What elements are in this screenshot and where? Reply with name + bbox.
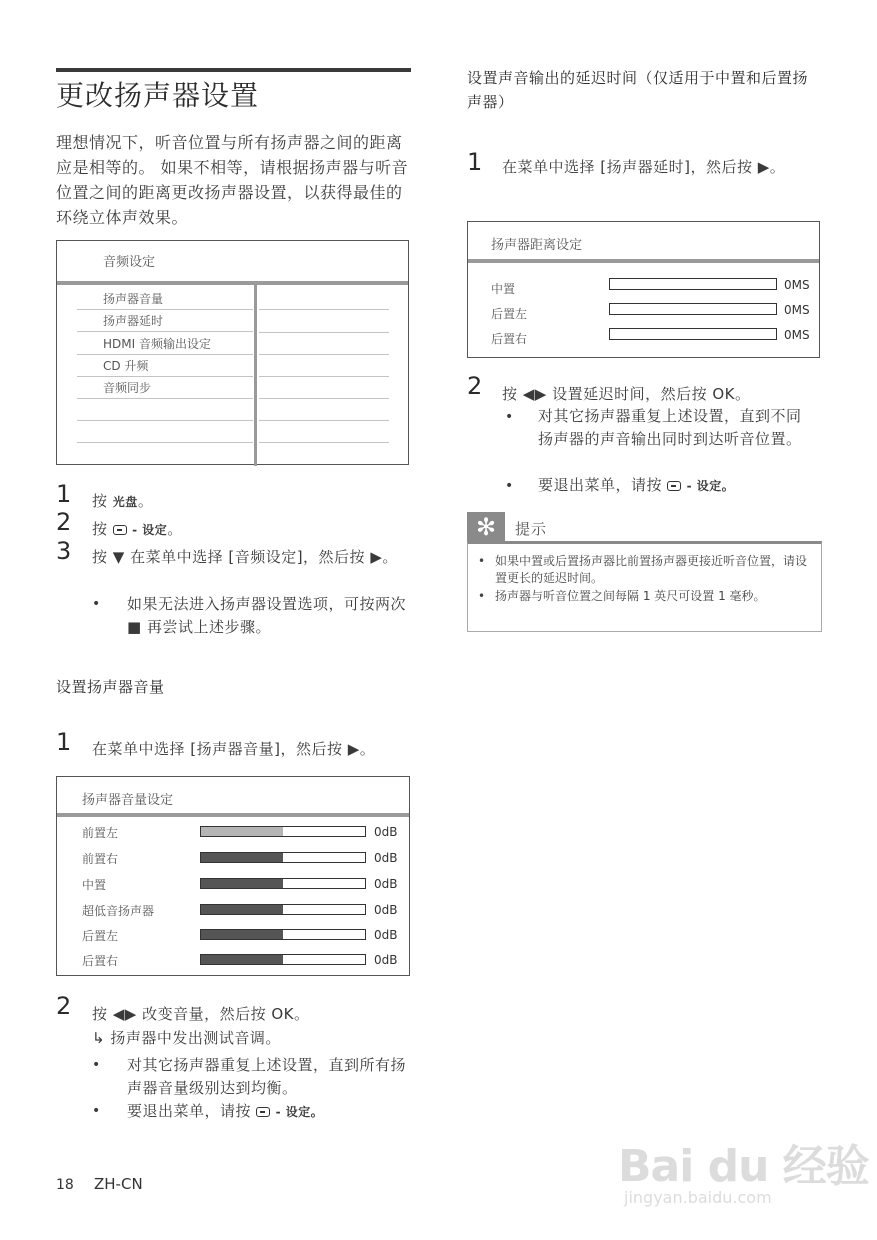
- step-1-text: 按 光盘。: [92, 492, 154, 510]
- bullet-dot: •: [505, 478, 514, 494]
- step-3-text: 按 ▼ 在菜单中选择 [音频设定]，然后按 ▶。: [92, 548, 398, 566]
- volume-level-bar[interactable]: [200, 929, 366, 940]
- volume-level-bar[interactable]: [200, 826, 366, 837]
- bullet-dot: •: [92, 1103, 101, 1119]
- volume-row-label: 中置: [82, 878, 107, 892]
- delay-bullet-1: 对其它扬声器重复上述设置，直到不同扬声器的声音输出同时到达听音位置。: [538, 407, 802, 448]
- volume-value: 0dB: [374, 953, 398, 967]
- menu-value-line: [259, 354, 389, 355]
- volume-value: 0dB: [374, 903, 398, 917]
- menu-item-audio-sync[interactable]: 音频同步: [77, 376, 253, 399]
- volume-row-label: 后置右: [82, 954, 119, 968]
- page-title: 更改扬声器设置: [56, 79, 260, 112]
- volume-level-bar[interactable]: [200, 954, 366, 965]
- volume-row-label: 前置左: [82, 826, 119, 840]
- menu-divider: [57, 281, 408, 285]
- disc-key: 光盘: [112, 495, 138, 509]
- volume-step-2-result: ↳ 扬声器中发出测试音调。: [92, 1029, 281, 1047]
- menu-item-speaker-delay[interactable]: 扬声器延时: [77, 309, 253, 332]
- page-number: 18: [56, 1177, 74, 1193]
- delay-value: 0MS: [784, 303, 810, 317]
- panel-divider: [57, 813, 409, 817]
- menu-item-empty: [77, 398, 253, 421]
- volume-row-label: 前置右: [82, 852, 119, 866]
- step-number: 2: [56, 992, 72, 1020]
- asterisk-icon: ✻: [467, 512, 505, 542]
- volume-section-heading: 设置扬声器音量: [56, 678, 165, 696]
- volume-value: 0dB: [374, 825, 398, 839]
- delay-bullet-2: 要退出菜单，请按 - 设定。: [538, 476, 735, 494]
- volume-value: 0dB: [374, 877, 398, 891]
- menu-item-speaker-volume[interactable]: 扬声器音量: [77, 287, 253, 310]
- volume-level-fill: [201, 853, 283, 862]
- menu-item-empty: [77, 420, 253, 443]
- panel-divider: [468, 259, 819, 263]
- bullet-dot: •: [505, 409, 514, 425]
- delay-step-1-text: 在菜单中选择 [扬声器延时]，然后按 ▶。: [502, 158, 786, 176]
- delay-row-label: 中置: [491, 282, 516, 296]
- watermark-brand: Bai du 经验: [618, 1141, 869, 1192]
- step-number: 1: [56, 480, 72, 508]
- volume-value: 0dB: [374, 928, 398, 942]
- language-code: ZH-CN: [94, 1175, 143, 1193]
- bullet-dot: •: [92, 1057, 101, 1073]
- delay-row-label: 后置左: [491, 307, 528, 321]
- delay-section-heading: 设置声音输出的延迟时间（仅适用于中置和后置扬声器）: [467, 69, 809, 111]
- volume-level-fill: [201, 879, 283, 888]
- audio-settings-menu: [56, 240, 409, 465]
- delay-level-bar[interactable]: [609, 328, 777, 340]
- step-number: 1: [56, 728, 72, 756]
- delay-value: 0MS: [784, 328, 810, 342]
- volume-level-fill: [201, 930, 283, 939]
- menu-item-hdmi-audio[interactable]: HDMI 音频输出设定: [77, 332, 253, 355]
- audio-menu-header: 音频设定: [103, 255, 156, 270]
- setup-key-icon: [667, 481, 681, 491]
- menu-value-line: [259, 420, 389, 421]
- setup-key-icon: [113, 525, 127, 535]
- delay-step-2-text: 按 ◀▶ 设置延迟时间，然后按 OK。: [502, 385, 751, 403]
- step-number: 2: [56, 508, 72, 536]
- menu-value-line: [259, 332, 389, 333]
- tip-label: 提示: [515, 520, 548, 538]
- bullet-dot: •: [92, 596, 101, 612]
- distance-panel-header: 扬声器距离设定: [491, 238, 583, 253]
- volume-step-1-text: 在菜单中选择 [扬声器音量]，然后按 ▶。: [92, 740, 376, 758]
- watermark-url: jingyan.baidu.com: [624, 1188, 772, 1207]
- delay-level-bar[interactable]: [609, 303, 777, 315]
- menu-item-cd-upsampling[interactable]: CD 升频: [77, 354, 253, 377]
- volume-level-bar[interactable]: [200, 904, 366, 915]
- intro-paragraph: 理想情况下，听音位置与所有扬声器之间的距离应是相等的。 如果不相等，请根据扬声器与听音位置之间的距离更改扬声器设置，以获得最佳的环绕立体声效果。: [56, 133, 409, 227]
- delay-level-bar[interactable]: [609, 278, 777, 290]
- step-2-text: 按 - 设定。: [92, 520, 183, 538]
- volume-bullet-1: 对其它扬声器重复上述设置，直到所有扬声器音量级别达到均衡。: [127, 1056, 407, 1097]
- step-number: 2: [467, 372, 483, 400]
- volume-row-label: 超低音扬声器: [82, 904, 155, 918]
- step-3-bullet: 如果无法进入扬声器设置选项，可按两次 ■ 再尝试上述步骤。: [127, 595, 407, 636]
- volume-level-fill: [201, 955, 283, 964]
- menu-value-line: [259, 398, 389, 399]
- volume-row-label: 后置左: [82, 929, 119, 943]
- delay-row-label: 后置右: [491, 332, 528, 346]
- volume-step-2-text: 按 ◀▶ 改变音量，然后按 OK。: [92, 1005, 310, 1023]
- volume-value: 0dB: [374, 851, 398, 865]
- menu-column-divider: [254, 285, 257, 466]
- volume-level-bar[interactable]: [200, 852, 366, 863]
- step-number: 3: [56, 537, 72, 565]
- volume-bullet-2: 要退出菜单，请按 - 设定。: [127, 1102, 324, 1120]
- volume-level-fill: [201, 905, 283, 914]
- volume-level-bar[interactable]: [200, 878, 366, 889]
- volume-panel-header: 扬声器音量设定: [82, 793, 174, 808]
- speaker-distance-panel: [467, 221, 820, 358]
- volume-level-fill: [201, 827, 283, 836]
- setup-key-icon: [256, 1107, 270, 1117]
- menu-value-line: [259, 376, 389, 377]
- title-rule: [56, 68, 411, 72]
- step-number: 1: [467, 148, 483, 176]
- delay-value: 0MS: [784, 278, 810, 292]
- speaker-volume-panel: [56, 776, 410, 976]
- menu-value-line: [259, 309, 389, 310]
- tip-box: • 如果中置或后置扬声器比前置扬声器更接近听音位置，请设置更长的延迟时间。 • 扬声器与听音位置之间每隔 1 英尺可设置 1 毫秒。: [467, 541, 822, 632]
- menu-value-line: [259, 442, 389, 443]
